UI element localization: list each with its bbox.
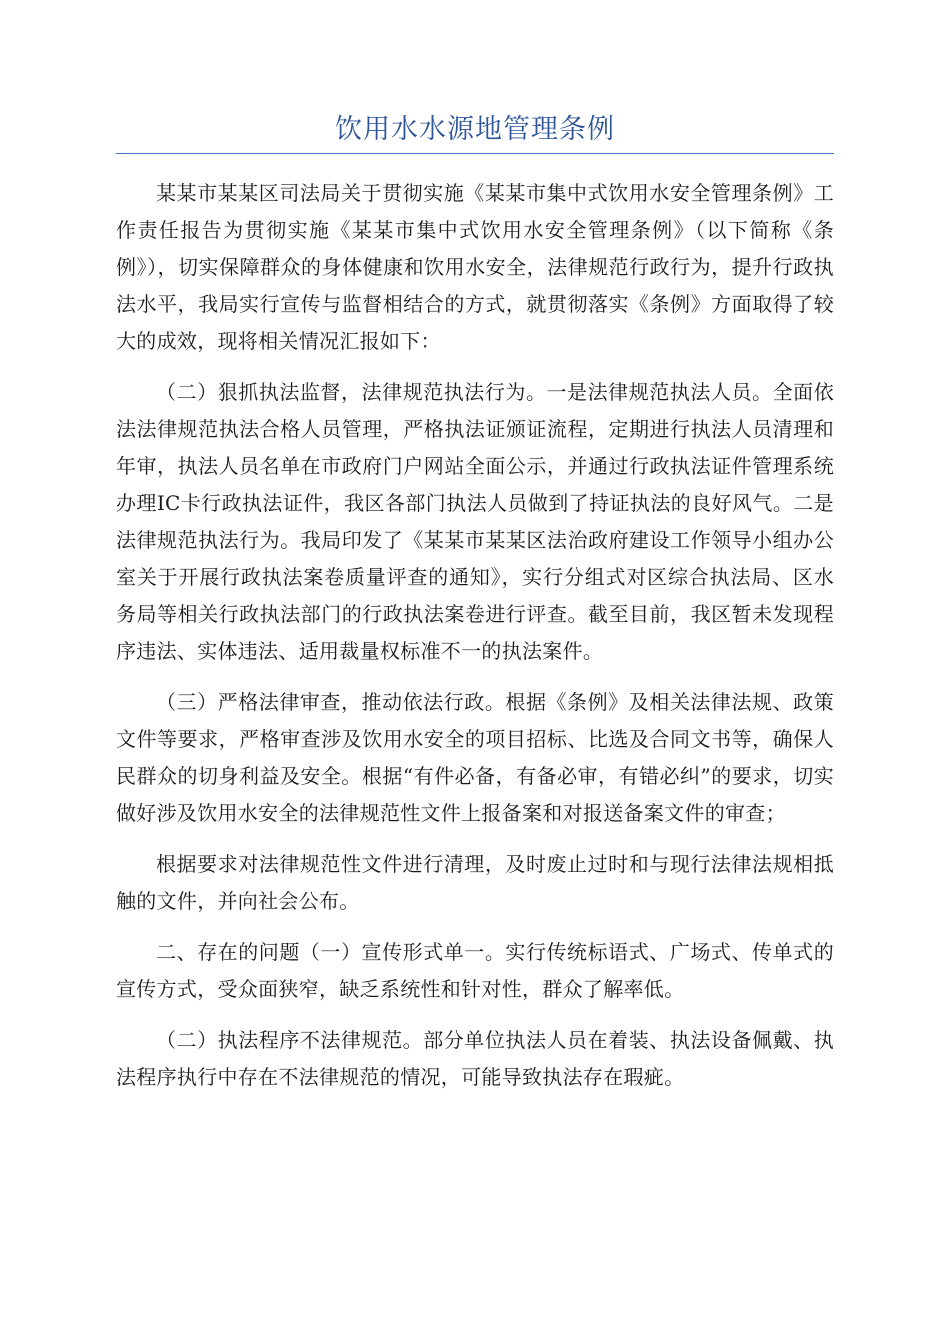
document-body [116, 175, 834, 1110]
paragraph: 二、存在的问题（一）宣传形式单一。实行传统标语式、广场式、传单式的宣传方式，受众面狭窄，缺乏系统性和针对性，群众了解率低。 [116, 940, 834, 1001]
paragraph: （三）严格法律审查，推动依法行政。根据《条例》及相关法律法规、政策文件等要求，严格审查涉及饮用水安全的项目招标、比选及合同文书等，确保人民群众的切身利益及安全。根据“有件必备，有备必审，有错必纠”的要求，切实做好涉及饮用水安全的法律规范性文件上报备案和对报送备案文件的审查； [116, 690, 834, 825]
title-underline [116, 153, 834, 154]
document-title: 饮用水水源地管理条例 [335, 114, 615, 145]
paragraph: 根据要求对法律规范性文件进行清理，及时废止过时和与现行法律法规相抵触的文件，并向社会公布。 [116, 852, 834, 913]
paragraph: 某某市某某区司法局关于贯彻实施《某某市集中式饮用水安全管理条例》工作责任报告为贯彻实施《某某市集中式饮用水安全管理条例》（以下简称《条例》），切实保障群众的身体健康和饮用水安全，法律规范行政行为，提升行政执法水平，我局实行宣传与监督相结合的方式，就贯彻落实《条例》方面取得了较大的成效，现将相关情况汇报如下： [116, 181, 834, 353]
paragraph: （二）狠抓执法监督，法律规范执法行为。一是法律规范执法人员。全面依法法律规范执法合格人员管理，严格执法证颁证流程，定期进行执法人员清理和年审，执法人员名单在市政府门户网站全面公示，并通过行政执法证件管理系统办理IC卡行政执法证件，我区各部门执法人员做到了持证执法的良好风气。二是法律规范执法行为。我局印发了《某某市某某区法治政府建设工作领导小组办公室关于开展行政执法案卷质量评查的通知》，实行分组式对区综合执法局、区水务局等相关行政执法部门的行政执法案卷进行评查。截至目前，我区暂未发现程序违法、实体违法、适用裁量权标准不一的执法案件。 [116, 380, 834, 663]
paragraph: （二）执法程序不法律规范。部分单位执法人员在着装、执法设备佩戴、执法程序执行中存在不法律规范的情况，可能导致执法存在瑕疵。 [116, 1028, 834, 1089]
